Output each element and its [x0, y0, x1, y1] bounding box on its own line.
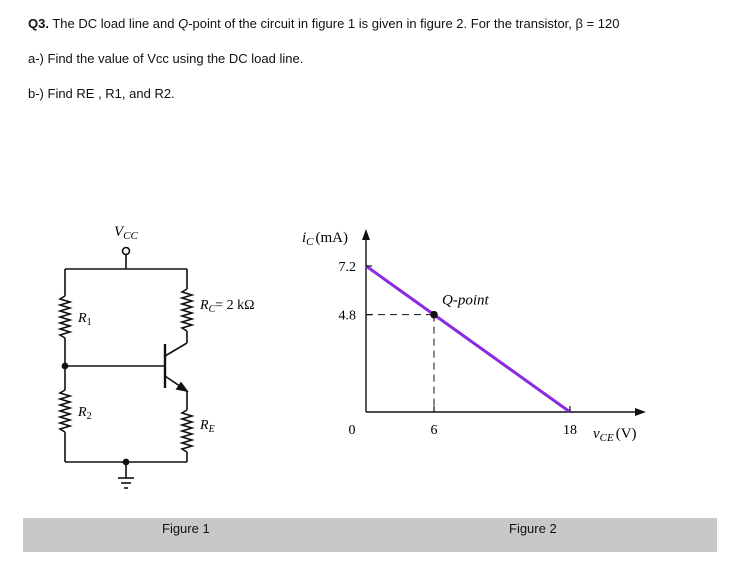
y-tick-label: 7.2 — [338, 260, 356, 275]
figure1-caption: Figure 1 — [162, 521, 210, 536]
circuit-diagram — [60, 248, 192, 489]
question-q: Q — [178, 16, 189, 31]
q-point-label: Q-point — [442, 292, 489, 309]
q-point-marker — [430, 311, 438, 319]
y-tick-label: 4.8 — [338, 308, 356, 324]
question-text-a: The DC load line and — [48, 16, 179, 31]
x-tick-label: 6 — [430, 423, 438, 438]
re-label: $R_E$ — [200, 418, 215, 435]
r2-resistor — [60, 390, 70, 432]
load-line — [366, 266, 570, 412]
question-part-a: a-) Find the value of Vcc using the DC load line. — [28, 51, 304, 66]
emitter-arrow — [177, 383, 187, 391]
y-axis-title: $i_C$ (mA) — [302, 230, 349, 248]
figure2-caption: Figure 2 — [509, 521, 557, 536]
vcc-label: $V_{CC}$ — [114, 224, 138, 242]
y-axis-arrow — [362, 229, 370, 240]
x-tick-label: 18 — [563, 423, 577, 438]
question-number: Q3. — [28, 16, 49, 31]
caption-bar — [23, 518, 717, 552]
load-line-chart — [339, 229, 647, 438]
rc-label: $R_C= 2$ kΩ — [200, 298, 255, 315]
x-axis-title: $v_{CE}$ (V) — [593, 426, 637, 444]
part-b-text: b-) Find RE , R1, and R2. — [28, 86, 175, 101]
transistor-collector — [165, 343, 187, 356]
rc-resistor — [182, 289, 192, 331]
r1-label: $R_1$ — [78, 311, 92, 328]
x-tick-label: 0 — [348, 423, 356, 438]
question-text-b: -point of the circuit in figure 1 is given in figure 2. For the transistor, β = 120 — [188, 16, 620, 31]
r2-label: $R_2$ — [78, 405, 92, 422]
x-axis-arrow — [635, 408, 646, 416]
re-resistor — [182, 410, 192, 452]
r1-resistor — [60, 296, 70, 338]
vcc-terminal — [123, 248, 130, 255]
